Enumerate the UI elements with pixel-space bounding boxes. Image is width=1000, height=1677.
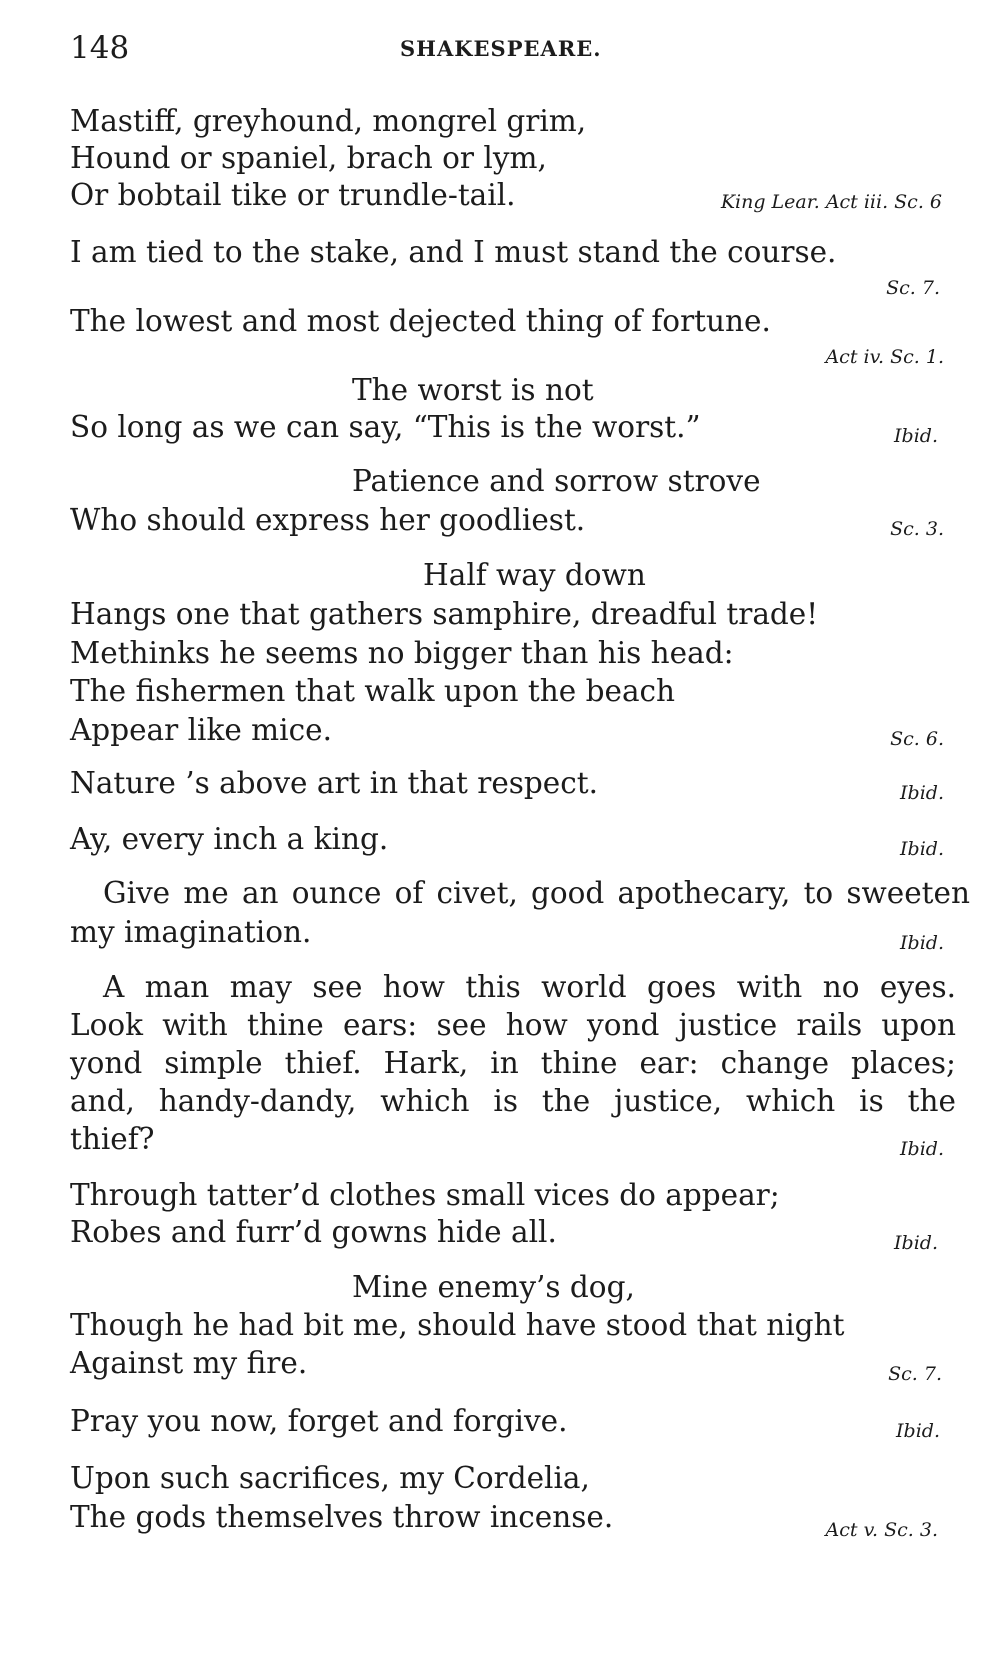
quote-line: Or bobtail tike or trundle-tail. bbox=[70, 178, 516, 212]
quote-line: I am tied to the stake, and I must stand the course. bbox=[70, 235, 837, 269]
quote-line: Pray you now, forget and forgive. bbox=[70, 1404, 568, 1438]
citation: King Lear. Act iii. Sc. 6 bbox=[720, 191, 942, 213]
page-number: 148 bbox=[70, 30, 130, 66]
quote-line: Nature ’s above art in that respect. bbox=[70, 766, 599, 800]
citation: Ibid. bbox=[896, 1420, 940, 1442]
quote-line: Look with thine ears: see how yond justice rails upon bbox=[70, 1008, 956, 1042]
citation: Ibid. bbox=[900, 1138, 944, 1160]
quote-line: Hangs one that gathers samphire, dreadful trade! bbox=[70, 597, 819, 631]
quote-line: So long as we can say, “This is the worst.” bbox=[70, 410, 701, 444]
quote-line: Half way down bbox=[423, 558, 646, 592]
page-header bbox=[70, 30, 970, 74]
quote-line: Ay, every inch a king. bbox=[70, 822, 389, 856]
quote-line: Who should express her goodliest. bbox=[70, 503, 586, 537]
citation: Sc. 6. bbox=[890, 728, 944, 750]
citation: Sc. 3. bbox=[890, 518, 944, 540]
quote-line: thief? bbox=[70, 1122, 155, 1156]
quote-line: Upon such sacrifices, my Cordelia, bbox=[70, 1461, 590, 1495]
quote-line: Through tatter’d clothes small vices do appear; bbox=[70, 1178, 780, 1212]
citation: Ibid. bbox=[900, 838, 944, 860]
quote-line: Hound or spaniel, brach or lym, bbox=[70, 141, 547, 175]
quote-line: Robes and furr’d gowns hide all. bbox=[70, 1215, 557, 1249]
citation: Ibid. bbox=[900, 932, 944, 954]
running-title: SHAKESPEARE. bbox=[400, 36, 602, 61]
citation: Ibid. bbox=[900, 782, 944, 804]
quote-line: my imagination. bbox=[70, 915, 312, 949]
quote-line: Appear like mice. bbox=[70, 713, 332, 747]
quote-line: Mastiff, greyhound, mongrel grim, bbox=[70, 104, 587, 138]
citation: Act v. Sc. 3. bbox=[825, 1519, 938, 1541]
quote-line: The gods themselves throw incense. bbox=[70, 1500, 614, 1534]
citation: Act iv. Sc. 1. bbox=[825, 346, 944, 368]
quote-line: A man may see how this world goes with no eyes. bbox=[103, 970, 956, 1004]
quote-line: Mine enemy’s dog, bbox=[352, 1270, 635, 1304]
quote-line: Though he had bit me, should have stood that night bbox=[70, 1308, 845, 1342]
citation: Ibid. bbox=[894, 425, 938, 447]
quote-line: Methinks he seems no bigger than his head: bbox=[70, 636, 734, 670]
quote-line: Give me an ounce of civet, good apothecary, to sweeten bbox=[103, 876, 970, 910]
citation: Sc. 7. bbox=[886, 277, 940, 299]
quote-line: The fishermen that walk upon the beach bbox=[70, 674, 676, 708]
citation: Sc. 7. bbox=[888, 1363, 942, 1385]
quote-line: The lowest and most dejected thing of fortune. bbox=[70, 304, 771, 338]
quote-line: The worst is not bbox=[352, 373, 594, 407]
quote-line: Patience and sorrow strove bbox=[352, 464, 761, 498]
quote-line: Against my fire. bbox=[70, 1346, 308, 1380]
citation: Ibid. bbox=[894, 1232, 938, 1254]
quote-line: and, handy-dandy, which is the justice, which is the bbox=[70, 1084, 956, 1118]
quote-line: yond simple thief. Hark, in thine ear: change places; bbox=[70, 1046, 956, 1080]
